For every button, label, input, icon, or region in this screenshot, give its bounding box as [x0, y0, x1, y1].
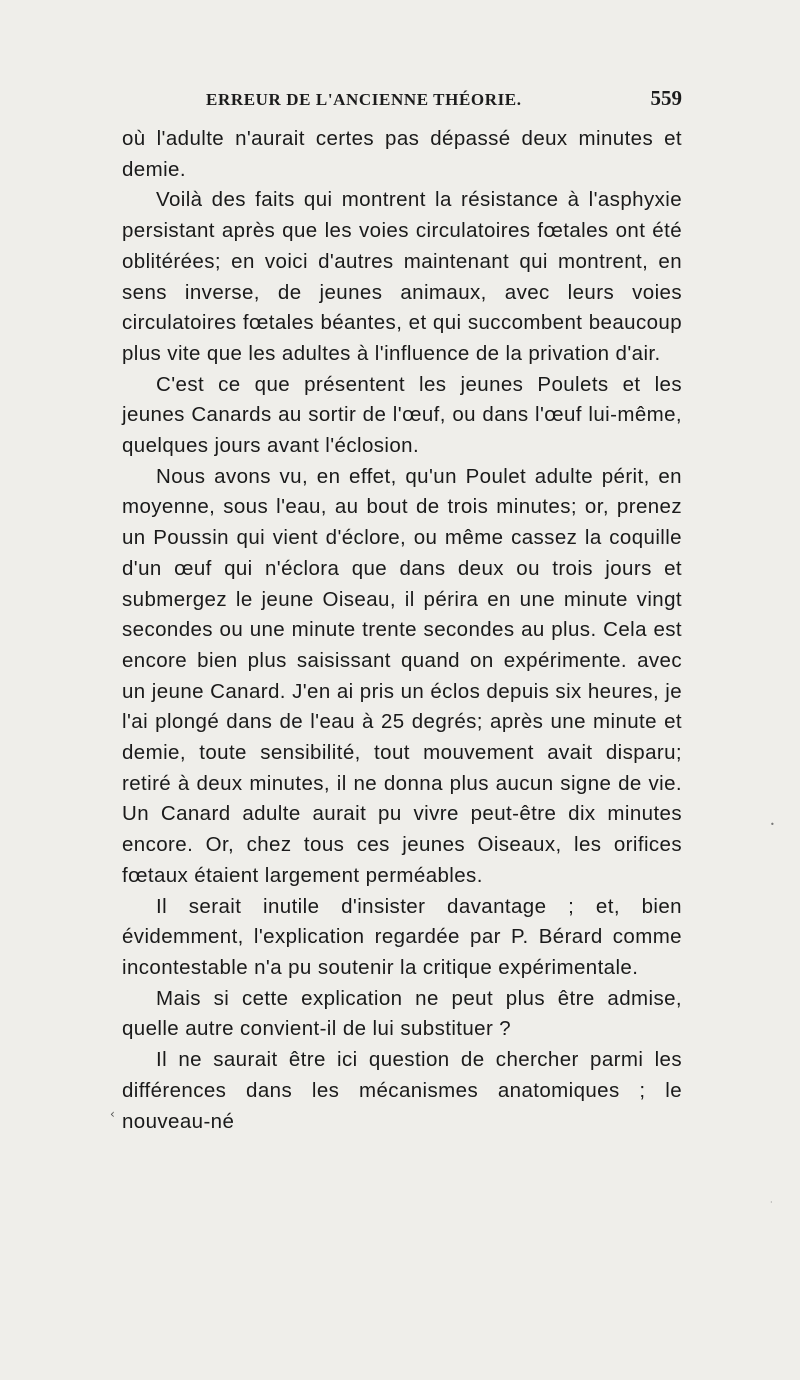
running-title: ERREUR DE L'ANCIENNE THÉORIE. [206, 90, 522, 109]
paragraph: Il serait inutile d'insister davantage ; et, bien évidemment, l'explication regardée par P. Bérard comme incontestable n'a pu soutenir la critique expérimentale. [122, 894, 682, 979]
margin-mark-icon: ‹ [110, 1107, 115, 1121]
paper-speck-icon: • [770, 820, 775, 829]
paragraph-continuation: où l'adulte n'aurait certes pas dépassé deux minutes et demie. [122, 127, 682, 181]
page-header [120, 86, 682, 116]
page-number: 559 [650, 86, 682, 110]
paragraph: C'est ce que présentent les jeunes Poulets et les jeunes Canards au sortir de l'œuf, ou dans l'œuf lui-même, quelques jours avant l'éclosion. [122, 372, 682, 458]
paper-speck-icon: · [770, 1198, 773, 1207]
paragraph: Nous avons vu, en effet, qu'un Poulet adulte périt, en moyenne, sous l'eau, au bout de trois minutes; or, prenez un Poussin qui vient d'éclore, ou même cassez la coquille d'un œuf qui n'éclora que dans deux ou trois jours et submergez le jeune Oiseau, il périra en une minute vingt secondes ou une minute trente secondes au plus. Cela est encore bien plus saisissant quand on expérimente. avec un jeune Canard. J'en ai pris un éclos depuis six heures, je l'ai plongé dans de l'eau à 25 degrés; après une minute et demie, toute sensibilité, tout mouvement avait disparu; retiré à deux minutes, il ne donna plus aucun signe de vie. Un Canard adulte aurait pu vivre peut-être dix minutes encore. Or, chez tous ces jeunes Oiseaux, les orifices fœtaux étaient largement perméables. [122, 464, 682, 887]
paragraph: Mais si cette explication ne peut plus être admise, quelle autre convient-il de lui substituer ? [122, 986, 682, 1041]
paragraph: Voilà des faits qui montrent la résistance à l'asphyxie persistant après que les voies circulatoires fœtales ont été oblitérées; en voici d'autres maintenant qui montrent, en sens inverse, de jeunes animaux, avec leurs voies circulatoires fœtales béantes, et qui succombent beaucoup plus vite que les adultes à l'influence de la privation d'air. [122, 188, 682, 365]
paragraph: Il ne saurait être ici question de chercher parmi les différences dans les mécanismes anatomiques ; le nouveau-né [122, 1048, 682, 1133]
body-text [122, 124, 682, 1137]
